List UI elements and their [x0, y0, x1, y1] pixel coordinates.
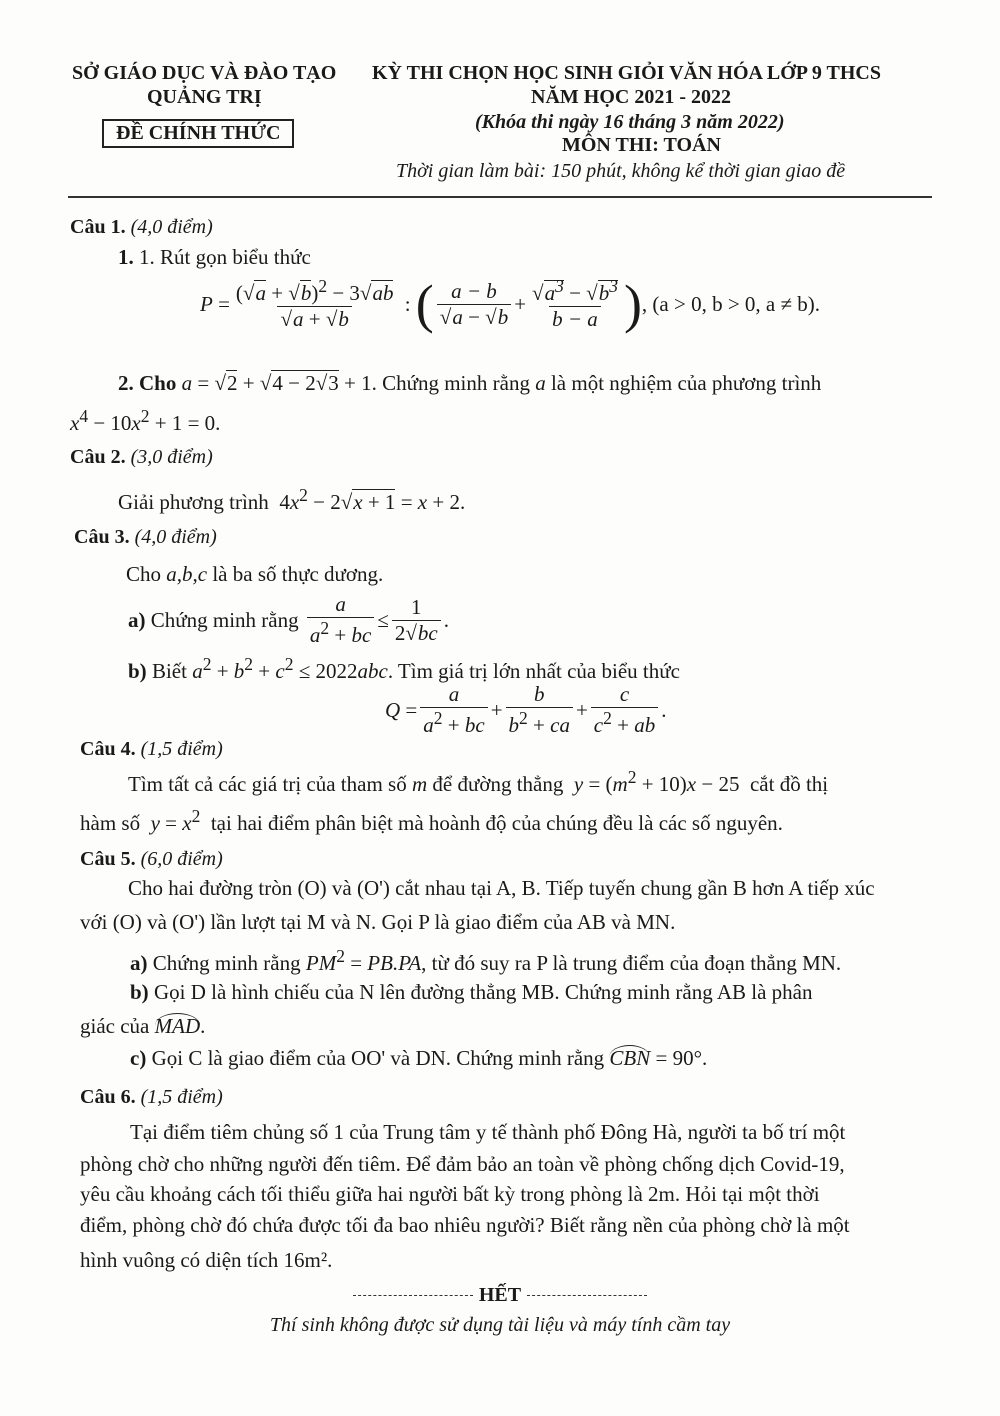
q2-label: Giải phương trình [118, 490, 269, 514]
q5-part-a: a) Chứng minh rằng $PM^2 = PB.PA$, từ đó suy ra P là trung điểm của đoạn thẳng MN. [130, 946, 842, 975]
q1-part2-text-c: là một nghiệm của phương trình [550, 371, 822, 395]
q5-a-text2: , từ đó suy ra P là trung điểm của đoạn thẳng MN. [421, 951, 842, 975]
q3-formula-Q: Q = $\frac{a}{a^2 + bc}$ + $\frac{b}{b^2 + ca}$ + $\frac{c}{c^2 + ab}$ . [385, 682, 667, 737]
q5-part-c: c) Gọi C là giao điểm của OO' và DN. Chứng minh rằng CBN = 90°. [130, 1046, 708, 1070]
q1-part2-line1: 2. Cho a = √2 + √4 − 2√3 + 1. Chứng minh rằng a là một nghiệm của phương trình [118, 371, 822, 395]
subject: MÔN THI: TOÁN [562, 134, 721, 156]
q4-line1: Tìm tất cả các giá trị của tham số m để đường thẳng $y = (m^2 + 10)x - 25$ cắt đồ thị [128, 767, 829, 796]
q4-line1-a: Tìm tất cả các giá trị của tham số [128, 772, 407, 796]
q6-line4: điểm, phòng chờ đó chứa được tối đa bao nhiêu người? Biết rằng nền của phòng chờ là một [80, 1213, 850, 1237]
q3-intro-a: Cho [126, 562, 162, 586]
question-points: (6,0 điểm) [140, 848, 223, 870]
question-title: Câu 5. [80, 848, 136, 870]
question-3-heading [74, 526, 217, 549]
department-name: SỞ GIÁO DỤC VÀ ĐÀO TẠO [72, 62, 337, 84]
q5-part-b-line2: giác của MAD. [80, 1014, 206, 1038]
question-points: (1,5 điểm) [140, 1086, 223, 1108]
q5-c-text1: Gọi C là giao điểm của OO' và DN. Chứng minh rằng [151, 1046, 605, 1070]
q1-part1-label: 1. Rút gọn biểu thức [139, 245, 311, 269]
q3-part-b: b) Biết $a^2 + b^2 + c^2 \le 2022abc$. Tìm giá trị lớn nhất của biểu thức [128, 654, 680, 683]
q4-line1-b: để đường thẳng [432, 772, 564, 796]
q3-b-text1: Biết [151, 659, 187, 683]
q1-formula-P: P = $\frac{(√a + √b)^2 - 3√ab}{√a + √b}$ : ( $\frac{a - b}{√a - √b}$ + $\frac{√a^3 - √b^3}{b - a}$ ) , (a > 0, b > 0, a ≠ b). [200, 274, 821, 334]
exam-title: KỲ THI CHỌN HỌC SINH GIỎI VĂN HÓA LỚP 9 THCS [372, 62, 881, 84]
official-badge: ĐỀ CHÍNH THỨC [102, 119, 294, 148]
question-title: Câu 4. [80, 738, 136, 760]
province-name: QUẢNG TRỊ [147, 86, 262, 108]
duration: Thời gian làm bài: 150 phút, không kể thời gian giao đề [396, 160, 846, 182]
question-points: (1,5 điểm) [140, 738, 223, 760]
q5-b-text2: giác của [80, 1014, 150, 1038]
question-6-heading [80, 1086, 223, 1109]
q5-a-label: a) [130, 951, 148, 975]
question-points: (3,0 điểm) [130, 446, 213, 468]
q1-part2-text-b: Chứng minh rằng [382, 371, 530, 395]
q4-line1-c: cắt đồ thị [749, 772, 829, 796]
q6-line2: phòng chờ cho những người đến tiêm. Để đảm bảo an toàn về phòng chống dịch Covid-19, [80, 1152, 845, 1176]
q1-part1-text: 1. 1. Rút gọn biểu thức [118, 245, 311, 269]
q1-equation: $x^4 - 10x^2 + 1 = 0$. [70, 406, 221, 435]
question-points: (4,0 điểm) [130, 216, 213, 238]
q3-b-label: b) [128, 659, 147, 683]
q3-intro: Cho a,b,c là ba số thực dương. [126, 562, 384, 586]
q5-c-label: c) [130, 1046, 147, 1070]
q4-line2-a: hàm số [80, 811, 141, 835]
end-dash-left [353, 1295, 473, 1296]
q4-line2: hàm số $y = x^2$ tại hai điểm phân biệt mà hoành độ của chúng đều là các số nguyên. [80, 806, 783, 835]
q3-intro-b: là ba số thực dương. [212, 562, 384, 586]
exam-date: (Khóa thi ngày 16 tháng 3 năm 2022) [475, 111, 785, 133]
q1-conditions: , (a > 0, b > 0, a ≠ b). [641, 291, 821, 316]
q5-b-text1: Gọi D là hình chiếu của N lên đường thẳng MB. Chứng minh rằng AB là phân [153, 980, 813, 1004]
question-title: Câu 3. [74, 526, 130, 548]
question-1-heading [70, 216, 213, 239]
q4-line2-b: tại hai điểm phân biệt mà hoành độ của chúng đều là các số nguyên. [210, 811, 783, 835]
q3-b-text2: . Tìm giá trị lớn nhất của biểu thức [387, 659, 680, 683]
q2-text: Giải phương trình $4x^2 - 2√x + 1 = x + 2$. [118, 485, 466, 514]
question-points: (4,0 điểm) [134, 526, 217, 548]
q6-line1: Tại điểm tiêm chủng số 1 của Trung tâm y tế thành phố Đông Hà, người ta bố trí một [130, 1120, 846, 1144]
q5-intro-line1: Cho hai đường tròn (O) và (O') cắt nhau tại A, B. Tiếp tuyến chung gần B hơn A tiếp xúc [128, 876, 875, 900]
question-title: Câu 2. [70, 446, 126, 468]
question-5-heading [80, 848, 223, 871]
end-marker [0, 1284, 1000, 1307]
q5-intro-line2: với (O) và (O') lần lượt tại M và N. Gọi P là giao điểm của AB và MN. [80, 910, 676, 934]
header-divider [68, 196, 932, 198]
end-dash-right [527, 1295, 647, 1296]
question-title: Câu 1. [70, 216, 126, 238]
q6-line3: yêu cầu khoảng cách tối thiểu giữa hai người bất kỳ trong phòng là 2m. Hỏi tại một thời [80, 1182, 820, 1206]
question-title: Câu 6. [80, 1086, 136, 1108]
q6-line5: hình vuông có diện tích 16m². [80, 1248, 333, 1272]
school-year: NĂM HỌC 2021 - 2022 [531, 86, 731, 108]
q3-a-text: Chứng minh rằng [150, 607, 299, 632]
q3-a-label: a) [128, 607, 146, 632]
question-4-heading [80, 738, 223, 761]
end-label: HẾT [478, 1284, 522, 1306]
footer-note: Thí sinh không được sử dụng tài liệu và máy tính cầm tay [269, 1314, 731, 1336]
q1-part2-label: 2. Cho [118, 371, 177, 395]
q5-part-b-line1 [130, 980, 812, 1005]
q5-b-label: b) [130, 980, 149, 1004]
q5-a-text1: Chứng minh rằng [152, 951, 301, 975]
q3-part-a: a) Chứng minh rằng $\frac{a}{a^2 + bc}$ ≤ $\frac{1}{2√bc}$ . [128, 592, 449, 647]
question-2-heading [70, 446, 213, 469]
